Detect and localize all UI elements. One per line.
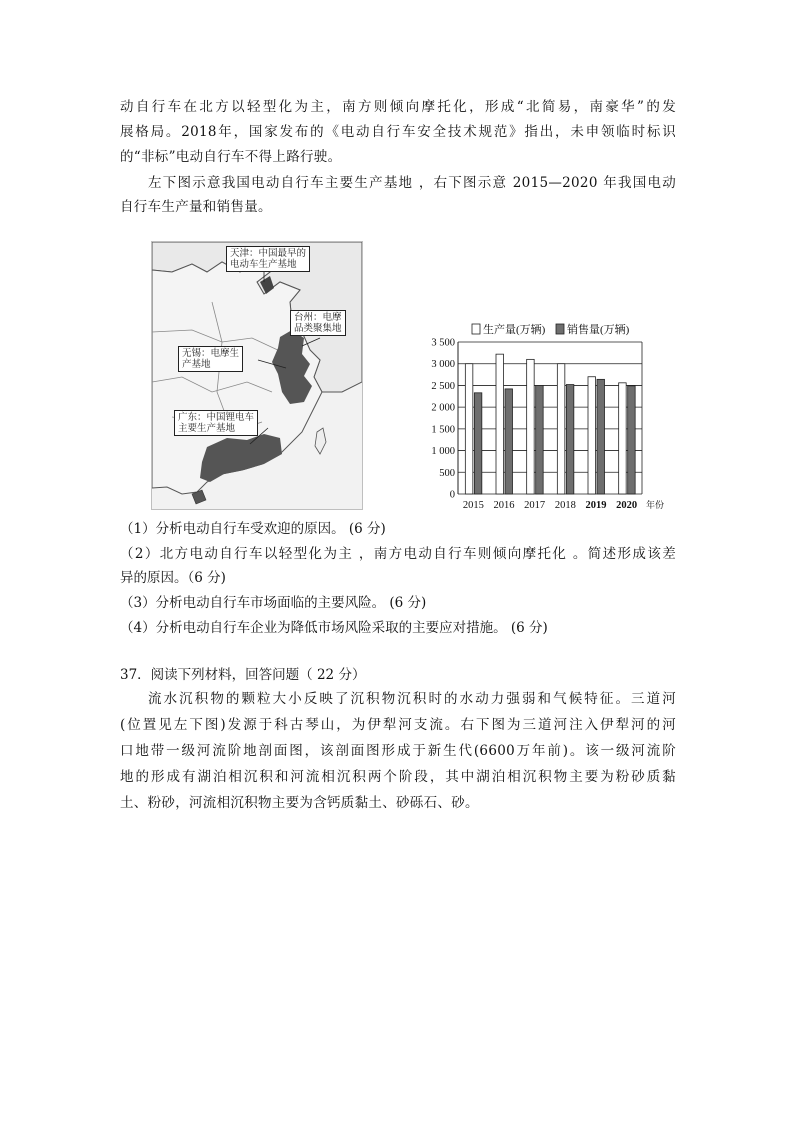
guangdong-label: 广东：中国锂电车 主要生产基地 (174, 410, 258, 436)
legend-swatch (556, 324, 564, 334)
map-drawing (152, 242, 362, 509)
tianjin-label: 天津：中国最早的 电动车生产基地 (226, 246, 310, 272)
question-36-1: （1）分析电动自行车受欢迎的原因。 (6 分) (120, 521, 386, 537)
y-tick-label: 3 000 (431, 359, 455, 371)
q37-line-3: 口地带一级河流阶地剖面图，该剖面图形成于新生代(6600万年前)。该一级河流阶 (120, 743, 676, 759)
question-36-2: （2）北方电动自行车以轻型化为主 ，南方电动自行车则倾向摩托化 。简述形成该差 (120, 546, 676, 562)
y-tick-label: 3 500 (431, 337, 455, 349)
y-tick-label: 0 (449, 489, 455, 501)
bar-production (496, 354, 504, 494)
x-tick-label: 2016 (493, 500, 515, 511)
legend-swatch (472, 324, 480, 334)
y-tick-label: 1 000 (431, 446, 455, 458)
bar-production (527, 359, 535, 494)
question-36-4: （4）分析电动自行车企业为降低市场风险采取的主要应对措施。 (6 分) (120, 620, 548, 636)
intro-line-2: 展格局。2018年，国家发布的《电动自行车安全技术规范》指出，未申领临时标识 (120, 124, 676, 140)
figure-intro-line-2: 自行车生产量和销售量。 (120, 199, 272, 215)
chart-svg (420, 318, 670, 518)
legend-label: 销售量(万辆) (567, 324, 630, 336)
y-tick-label: 2 500 (431, 380, 455, 392)
q37-line-2: (位置见左下图)发源于科古琴山，为伊犁河支流。右下图为三道河注入伊犁河的河 (120, 717, 676, 733)
x-tick-label: 2018 (554, 500, 576, 511)
q37-line-1: 流水沉积物的颗粒大小反映了沉积物沉积时的水动力强弱和气候特征。三道河 (148, 691, 676, 707)
question-37-title: 37．阅读下列材料，回答问题（ 22 分） (120, 667, 366, 683)
bar-sales (536, 385, 544, 494)
q37-line-5: 土、粉砂，河流相沉积物主要为含钙质黏土、砂砾石、砂。 (120, 795, 479, 811)
bar-sales (597, 379, 605, 494)
y-tick-label: 500 (439, 467, 455, 479)
intro-line-1: 动自行车在北方以轻型化为主，南方则倾向摩托化，形成“北简易，南豪华”的发 (120, 99, 676, 115)
question-36-2-cont: 异的原因。（6 分) (120, 570, 226, 586)
taiwan-island (315, 428, 326, 454)
bar-sales (474, 393, 482, 494)
x-tick-label: 2019 (585, 500, 607, 511)
y-tick-label: 1 500 (431, 424, 455, 436)
figure-intro-line-1: 左下图示意我国电动自行车主要生产基地 ，右下图示意 2015—2020 年我国电动 (148, 175, 676, 191)
bar-production (465, 364, 473, 494)
bar-sales (566, 385, 574, 494)
production-sales-chart (420, 318, 670, 518)
bar-sales (628, 386, 636, 494)
x-tick-label: 2020 (616, 500, 638, 511)
x-tick-label: 2015 (462, 500, 484, 511)
q37-line-4: 地的形成有湖泊相沉积和河流相沉积两个阶段，其中湖泊相沉积物主要为粉砂质黏 (120, 769, 676, 785)
question-36-3: （3）分析电动自行车市场面临的主要风险。 (6 分) (120, 595, 427, 611)
intro-line-3: 的“非标”电动自行车不得上路行驶。 (120, 149, 342, 165)
production-base-map (151, 241, 363, 510)
wuxi-label: 无锡：电摩生 产基地 (178, 346, 243, 372)
bar-production (557, 364, 565, 494)
x-unit-label: 年份 (646, 500, 665, 510)
bar-production (588, 377, 596, 494)
legend-label: 生产量(万辆) (483, 324, 546, 336)
y-tick-label: 2 000 (431, 402, 455, 414)
taizhou-label: 台州：电摩 品类聚集地 (290, 310, 346, 336)
bar-production (619, 383, 627, 494)
x-tick-label: 2017 (524, 500, 546, 511)
bar-sales (505, 389, 513, 494)
